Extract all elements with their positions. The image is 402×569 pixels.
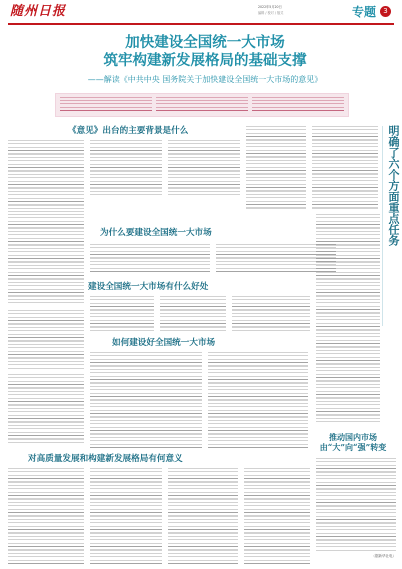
section-heading: 为什么要建设全国统一大市场 [100, 228, 212, 238]
boxed-subheading-line-2: 由“大”向“强”转变 [319, 442, 387, 452]
section-heading: 建设全国统一大市场有什么好处 [88, 282, 209, 292]
article-text-block [8, 310, 84, 370]
article-text-block [8, 214, 84, 306]
issue-date: 2022年5月20日 [258, 5, 282, 9]
page-number-badge: 3 [380, 6, 391, 17]
article-text-block [168, 468, 238, 564]
article-text-block [168, 140, 240, 198]
headline-line-1: 加快建设全国统一大市场 [125, 34, 285, 51]
section-label: 专题 [352, 5, 377, 19]
article-text-block [90, 468, 162, 564]
source-note: （据新华社电） [371, 554, 396, 558]
boxed-subheading-line-1: 推动国内市场 [329, 432, 377, 442]
article-text-block [8, 468, 84, 564]
intro-text-column [60, 97, 152, 113]
headline-line-2: 筑牢构建新发展格局的基础支撑 [103, 52, 307, 69]
article-text-block [90, 296, 154, 332]
article-text-block [244, 468, 310, 564]
main-headline [80, 34, 330, 70]
newspaper-masthead: 随州日报 [10, 4, 67, 19]
intro-text-column [156, 97, 248, 113]
section-heading: 如何建设好全国统一大市场 [112, 338, 216, 348]
article-text-block [232, 296, 310, 332]
section-heading: 对高质量发展和构建新发展格局有何意义 [28, 454, 183, 464]
boxed-subheading [318, 432, 388, 452]
article-text-block [90, 352, 202, 448]
article-text-block [90, 244, 210, 274]
article-text-block [316, 214, 380, 424]
article-text-block [312, 126, 378, 210]
article-text-block [8, 140, 84, 212]
article-text-block [160, 296, 226, 332]
article-text-block [316, 458, 396, 552]
editor-info: 编辑 / 校对 / 版式 [258, 11, 284, 15]
article-text-block [8, 374, 84, 444]
intro-text-column [252, 97, 344, 113]
article-text-block [90, 140, 162, 198]
masthead-rule [8, 23, 394, 25]
article-text-block [246, 126, 306, 210]
article-text-block [208, 352, 308, 448]
vertical-subheading: 明确了六个方面重点任务 [387, 125, 400, 246]
intro-box [55, 93, 349, 117]
headline-subtitle: ——解读《中共中央 国务院关于加快建设全国统一大市场的意见》 [87, 75, 323, 84]
vertical-divider [382, 126, 383, 326]
section-heading: 《意见》出台的主要背景是什么 [68, 126, 189, 136]
